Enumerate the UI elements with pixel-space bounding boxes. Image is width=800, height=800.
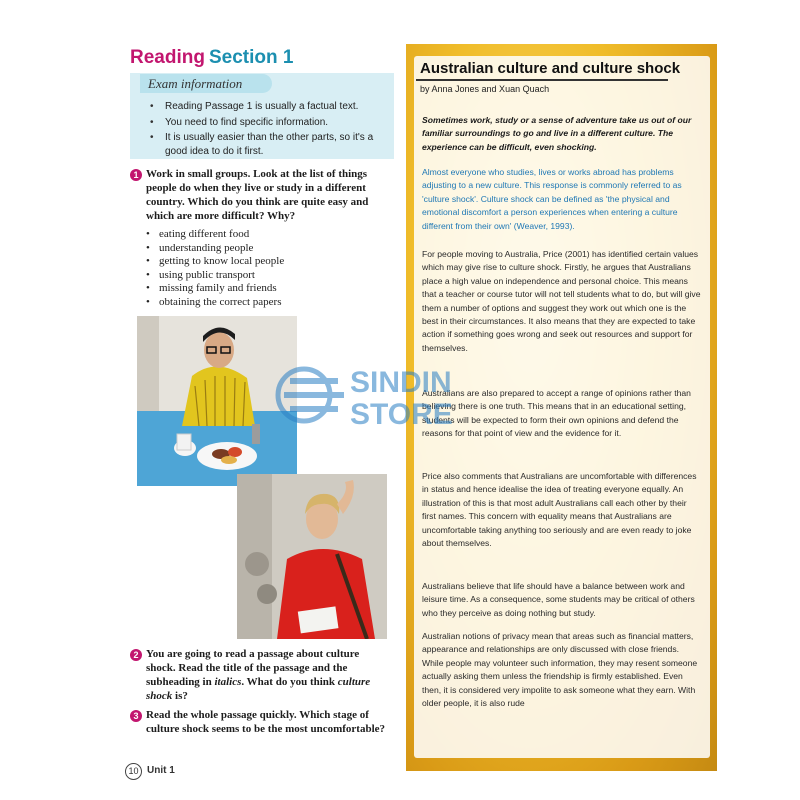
exam-info-title: Exam information (148, 76, 243, 91)
article-paragraph: Price also comments that Australians are uncomfortable with differences in status and hence idealise the idea of treating everyone equally. An illustration of this is that most adult Australians call each other by their first names. This concern with equality means that Australians are uncomfortable taking anything too seriously and are even ready to joke about themselves. (422, 471, 697, 549)
exam-info-item: • Reading Passage 1 is usually a factual text. (148, 100, 392, 114)
article-paragraph: Australians are also prepared to accept a range of opinions rather than believing there is one truth. This means that in an educational setting, students will be expected to form their own opinions and defend the reasons for that point of view and the evidence for it. (422, 388, 691, 439)
list-item: • eating different food (146, 228, 284, 242)
watermark-line1: SINDIN (350, 366, 452, 399)
question-2-part: You are going to read a passage about culture shock. Read the title of the passage and the subheading in (146, 648, 360, 688)
article-byline: by Anna Jones and Xuan Quach (420, 84, 550, 94)
section-heading (130, 47, 293, 69)
article-definition-paragraph: Almost everyone who studies, lives or works abroad has problems adjusting to a new culture. This response is commonly referred to as 'culture shock'. Culture shock can be defined as 'the physical and emotional discomfort a person experiences when entering a culture different from their own' (Weaver, 1993). (422, 167, 682, 231)
question-number-3: 3 (130, 710, 142, 722)
exam-info-list (148, 100, 392, 160)
exam-info-item: • You need to find specific information. (148, 116, 392, 130)
question-number-1: 1 (130, 169, 142, 181)
question-1-text: Work in small groups. Look at the list of things people do when they live or study in a different country. Which do you think are quite easy and which are more difficult? Why? (146, 168, 369, 222)
article-subheading: Sometimes work, study or a sense of adventure take us out of our familiar surroundings to go and live in a different culture. The experience can be difficult, even shocking. (422, 115, 692, 152)
article-paragraph: Australians believe that life should have a balance between work and leisure time. As a consequence, some students may be critical of others who they perceive as doing nothing but study. (422, 581, 695, 618)
list-item: • getting to know local people (146, 255, 284, 269)
photo-man-eating (137, 316, 297, 486)
watermark-line2: STORE (350, 398, 453, 430)
article-paragraph: Australian notions of privacy mean that areas such as financial matters, appearance and relationships are only discussed with close friends. While people may volunteer such information, they may resent someone actually asking them unless the friendship is firmly established. Even then, it is considered very impolite to ask someone what they earn. With older people, it is also rude (422, 631, 698, 709)
list-item: • missing family and friends (146, 282, 284, 296)
question-2-part: . What do you think (241, 676, 338, 688)
activities-list (146, 228, 284, 309)
page-number: 10 (125, 763, 142, 780)
heading-section: Section 1 (208, 47, 294, 68)
title-underline (416, 79, 668, 81)
unit-label: Unit 1 (147, 765, 175, 776)
exam-info-item: • It is usually easier than the other parts, so it's a good idea to do it first. (148, 131, 392, 158)
article-paragraph: For people moving to Australia, Price (2001) has identified certain values which may give rise to culture shock. Firstly, he argues that Australians place a high value on independence and personal choice. This means that a teacher or course tutor will not tell students what to do, but will give them a number of options and suggest they work out which one is the best in their circumstances. It also means that they are expected to take action if something goes wrong and seek out resources and support for themselves. (422, 249, 701, 353)
list-item: • obtaining the correct papers (146, 296, 284, 310)
photo-man-eating-illustration (137, 316, 297, 486)
photo-young-man-illustration (237, 474, 387, 639)
list-item: • understanding people (146, 242, 284, 256)
question-2-italics: italics (214, 676, 242, 688)
question-2-part: is? (172, 690, 188, 702)
question-number-2: 2 (130, 649, 142, 661)
heading-reading: Reading (130, 47, 205, 68)
question-3-text: Read the whole passage quickly. Which stage of culture shock seems to be the most uncomfortable? (146, 709, 386, 735)
question-2-text (146, 647, 386, 703)
list-item: • using public transport (146, 269, 284, 283)
article-title: Australian culture and culture shock (420, 60, 681, 77)
question-2-culture-shock: culture shock (146, 676, 371, 702)
photo-young-man (237, 474, 387, 639)
